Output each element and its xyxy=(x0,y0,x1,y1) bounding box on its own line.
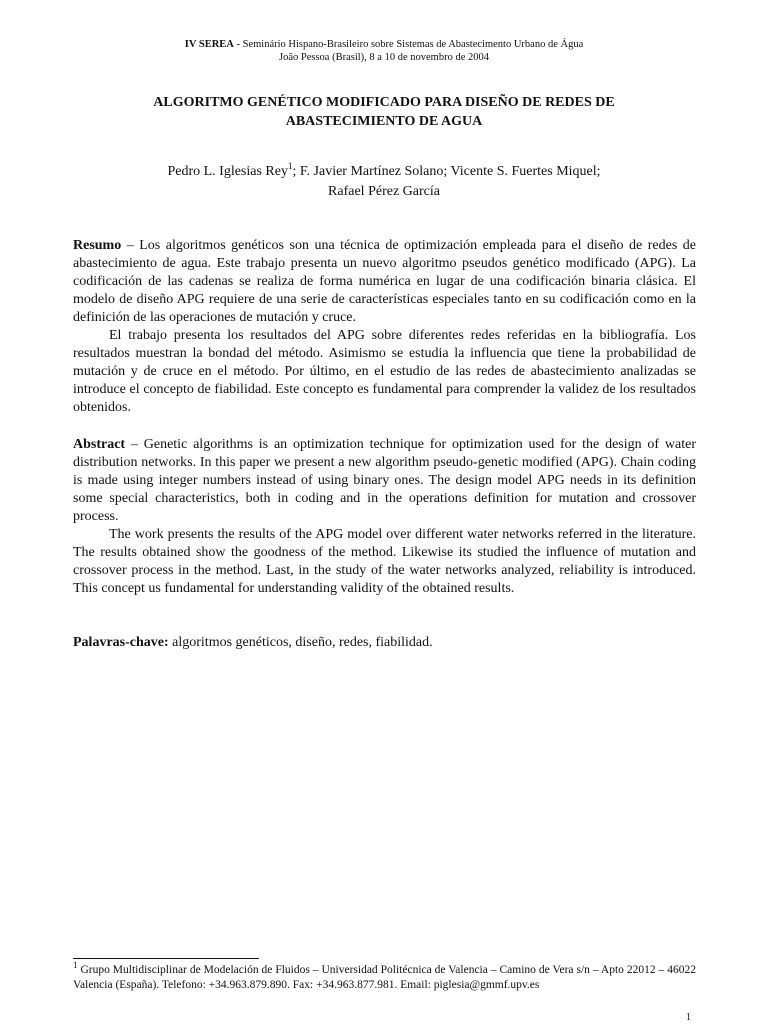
author-first: Pedro L. Iglesias Rey xyxy=(167,164,288,179)
abstract-label: Abstract xyxy=(73,437,126,452)
resumo-paragraph-2: El trabajo presenta los resultados del APG sobre diferentes redes referidas en la bibliografía. Los resultados muestran la bondad del método. Asimismo se estudia la influencia que tiene la probabilidad de mutación y de cruce en el método. Por último, en el estudio de las redes de abastecimiento analizadas se introduce el concepto de fiabilidad. Este concepto es fundamental para comprender la validez de los resultados obtenidos. xyxy=(73,328,696,415)
author-line-2: Rafael Pérez García xyxy=(328,184,440,199)
footnote xyxy=(73,960,696,993)
title-line-2: ABASTECIMIENTO DE AGUA xyxy=(285,114,483,129)
resumo-paragraph-1 xyxy=(73,237,696,327)
resumo-text-1: Los algoritmos genéticos son una técnica de optimización empleada para el diseño de redes de abastecimiento de agua. Este trabajo presenta un nuevo algoritmo pseudos genético modificado (APG). La codificación de las cadenas se realiza de forma numérica en lugar de una codificación binaria clásica. El modelo de diseño APG requiere de una serie de características especiales tanto en su codificación como en la definición de las operaciones de mutación y cruce. xyxy=(73,238,697,325)
keywords-label: Palavras-chave: xyxy=(73,635,169,650)
resumo-dash: – xyxy=(121,238,140,253)
abstract-paragraph-2: The work presents the results of the APG model over different water networks referred in the literature. The results obtained show the goodness of the method. Likewise its studied the influence of mutation and crossover process in the method. Last, in the study of the water networks analyzed, reliability is introduced. This concept us fundamental for understanding validity of the obtained results. xyxy=(73,527,696,596)
paper-title xyxy=(90,93,678,131)
title-line-1: ALGORITMO GENÉTICO MODIFICADO PARA DISEÑO DE REDES DE xyxy=(153,95,615,110)
footnote-mark: 1 xyxy=(73,960,78,970)
footnote-text: Grupo Multidisciplinar de Modelación de Fluidos – Universidad Politécnica de Valencia – Camino de Vera s/n – Apto 22012 – 46022 Valencia (España). Telefono: +34.963.879.890. Fax: +34.963.877.981. Email: piglesia@gmmf.upv.es xyxy=(73,964,696,991)
footnote-divider xyxy=(73,958,259,959)
header-event-line xyxy=(0,38,768,51)
keywords-text: algoritmos genéticos, diseño, redes, fiabilidad. xyxy=(168,635,433,650)
abstract-dash: – xyxy=(125,437,144,452)
abstract-text-1: Genetic algorithms is an optimization technique for optimization used for the design of water distribution networks. In this paper we present a new algorithm pseudo-genetic modified (APG). Chain coding is made using integer numbers instead of using binary ones. The design model APG needs in its definition some special characteristics, both in coding and in the operations definition for mutation and crossover process. xyxy=(73,437,697,524)
running-header xyxy=(0,38,768,64)
page-number: 1 xyxy=(686,1012,691,1023)
abstract-paragraph-1 xyxy=(73,436,696,526)
author-line-1 xyxy=(60,162,708,182)
resumo-label: Resumo xyxy=(73,238,122,253)
keywords-section xyxy=(73,634,696,652)
header-event-rest: - Seminário Hispano-Brasileiro sobre Sistemas de Abastecimento Urbano de Água xyxy=(233,39,584,50)
resumo-section xyxy=(73,237,696,417)
author-footnote-mark: 1 xyxy=(287,161,293,171)
keywords-line xyxy=(73,634,696,652)
author-list xyxy=(60,162,708,202)
abstract-section xyxy=(73,436,696,598)
header-event-short: IV SEREA xyxy=(184,39,234,50)
author-rest-line-1: ; F. Javier Martínez Solano; Vicente S. Fuertes Miquel; xyxy=(292,164,601,179)
header-location-date: João Pessoa (Brasil), 8 a 10 de novembro de 2004 xyxy=(279,52,489,63)
